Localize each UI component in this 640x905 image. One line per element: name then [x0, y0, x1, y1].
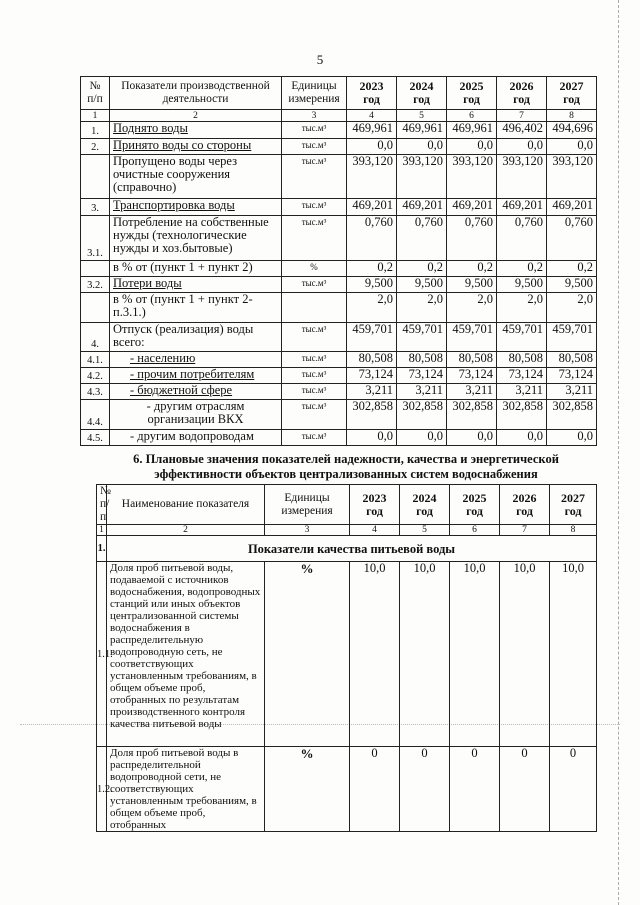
- row-value: 459,701: [447, 323, 497, 352]
- page-number: 5: [316, 52, 324, 67]
- row-unit: тыс.м³: [282, 368, 347, 384]
- table-row: [81, 261, 597, 277]
- row-value: 2,0: [497, 293, 547, 323]
- table-row: [81, 368, 597, 384]
- row-value: 3,211: [547, 384, 597, 400]
- col-header-year: 2024 год: [397, 77, 447, 110]
- row-number: 4.2.: [81, 368, 110, 384]
- row-value: 10,0: [350, 562, 400, 747]
- table-row: [81, 199, 597, 216]
- row-unit: тыс.м³: [282, 323, 347, 352]
- row-name: - прочим потребителям: [110, 368, 282, 384]
- row-value: 393,120: [397, 155, 447, 199]
- row-value: 0,0: [347, 139, 397, 155]
- row-value: 10,0: [550, 562, 597, 747]
- col-header-year: 2027 год: [547, 77, 597, 110]
- margin-line: [618, 0, 619, 905]
- row-name: Потери воды: [110, 277, 282, 293]
- row-value: 9,500: [497, 277, 547, 293]
- row-value: 0,0: [397, 430, 447, 446]
- row-value: 80,508: [397, 352, 447, 368]
- row-value: 0,0: [447, 430, 497, 446]
- col-number: 3: [265, 525, 350, 536]
- row-name: в % от (пункт 1 + пункт 2- п.3.1.): [110, 293, 282, 323]
- row-value: 393,120: [347, 155, 397, 199]
- row-value: 10,0: [500, 562, 550, 747]
- row-value: 459,701: [397, 323, 447, 352]
- column-number-row: [81, 110, 597, 122]
- row-unit: [282, 293, 347, 323]
- table-row: [81, 293, 597, 323]
- table-row: [97, 747, 597, 832]
- col-number: 1: [97, 525, 107, 536]
- table-row: [81, 384, 597, 400]
- row-value: 0,0: [547, 430, 597, 446]
- row-unit: тыс.м³: [282, 384, 347, 400]
- row-value: 2,0: [547, 293, 597, 323]
- table-row: [81, 122, 597, 139]
- row-value: 0,0: [397, 139, 447, 155]
- col-header-year: 2024 год: [400, 485, 450, 525]
- production-indicators-table: [80, 76, 597, 446]
- row-unit: тыс.м³: [282, 199, 347, 216]
- row-number: 3.1.: [81, 216, 110, 261]
- col-header-year: 2027 год: [550, 485, 597, 525]
- row-value: 2,0: [397, 293, 447, 323]
- row-value: 10,0: [450, 562, 500, 747]
- group-row: [97, 536, 597, 562]
- col-header-unit: Единицы измерения: [282, 77, 347, 110]
- col-number: 2: [110, 110, 282, 122]
- row-value: 469,961: [347, 122, 397, 139]
- col-number: 7: [500, 525, 550, 536]
- row-name: Доля проб питьевой воды в распределительной водопроводной сети, не соответствующих установленным требованиям, в общем объеме проб, отобранных: [107, 747, 265, 832]
- row-value: 469,201: [547, 199, 597, 216]
- row-number: 4.5.: [81, 430, 110, 446]
- group-number: 1.: [97, 536, 107, 562]
- row-value: 0: [500, 747, 550, 832]
- row-value: 459,701: [347, 323, 397, 352]
- row-value: 469,201: [347, 199, 397, 216]
- row-name: Доля проб питьевой воды, подаваемой с источников водоснабжения, водопроводных станций или иных объектов централизованной системы водоснабжения в распределительную водопроводную сеть, не соответствующих установленным требованиям, в общем объеме проб, отобранных по результатам производственного контроля качества питьевой воды: [107, 562, 265, 747]
- row-value: 0: [550, 747, 597, 832]
- row-value: 469,961: [397, 122, 447, 139]
- row-unit: тыс.м³: [282, 400, 347, 430]
- row-number: 2.: [81, 139, 110, 155]
- row-value: 0,0: [547, 139, 597, 155]
- row-value: 0: [450, 747, 500, 832]
- col-header-year: 2025 год: [450, 485, 500, 525]
- row-value: 469,201: [397, 199, 447, 216]
- row-value: 73,124: [397, 368, 447, 384]
- row-value: 459,701: [547, 323, 597, 352]
- row-value: 73,124: [547, 368, 597, 384]
- row-value: 302,858: [447, 400, 497, 430]
- row-value: 80,508: [447, 352, 497, 368]
- row-value: 302,858: [497, 400, 547, 430]
- row-value: 80,508: [497, 352, 547, 368]
- row-number: 4.3.: [81, 384, 110, 400]
- table-row: [81, 216, 597, 261]
- col-header-year: 2025 год: [447, 77, 497, 110]
- col-number: 2: [107, 525, 265, 536]
- row-value: 3,211: [347, 384, 397, 400]
- row-value: 0: [400, 747, 450, 832]
- col-number: 5: [397, 110, 447, 122]
- row-name: - другим отраслям организации ВКХ: [110, 400, 282, 430]
- row-value: 0,2: [547, 261, 597, 277]
- col-header-year: 2023 год: [350, 485, 400, 525]
- row-value: 494,696: [547, 122, 597, 139]
- row-name: Потребление на собственные нужды (технологические нужды и хоз.бытовые): [110, 216, 282, 261]
- row-value: 9,500: [447, 277, 497, 293]
- col-number: 5: [400, 525, 450, 536]
- row-unit: %: [265, 562, 350, 747]
- column-number-row: [97, 525, 597, 536]
- row-value: 80,508: [547, 352, 597, 368]
- col-header-year: 2026 год: [497, 77, 547, 110]
- table-row: [81, 430, 597, 446]
- row-number: [81, 293, 110, 323]
- row-value: 0,760: [447, 216, 497, 261]
- row-name: Пропущено воды через очистные сооружения (справочно): [110, 155, 282, 199]
- row-value: 3,211: [447, 384, 497, 400]
- col-number: 3: [282, 110, 347, 122]
- row-value: 0,760: [347, 216, 397, 261]
- col-header-year: 2023 год: [347, 77, 397, 110]
- col-number: 6: [447, 110, 497, 122]
- row-value: 0: [350, 747, 400, 832]
- section-6-title: 6. Плановые значения показателей надежности, качества и энергетической эффективности объектов централизованных систем водоснабжения: [133, 452, 559, 481]
- col-number: 7: [497, 110, 547, 122]
- row-number: 3.2.: [81, 277, 110, 293]
- row-value: 9,500: [397, 277, 447, 293]
- col-number: 8: [550, 525, 597, 536]
- row-unit: тыс.м³: [282, 277, 347, 293]
- row-unit: тыс.м³: [282, 216, 347, 261]
- row-value: 496,402: [497, 122, 547, 139]
- row-value: 302,858: [547, 400, 597, 430]
- col-header-name: Показатели производственной деятельности: [110, 77, 282, 110]
- row-value: 0,760: [547, 216, 597, 261]
- row-unit: тыс.м³: [282, 155, 347, 199]
- row-unit: %: [282, 261, 347, 277]
- row-number: 4.1.: [81, 352, 110, 368]
- row-value: 393,120: [547, 155, 597, 199]
- row-value: 73,124: [497, 368, 547, 384]
- row-value: 10,0: [400, 562, 450, 747]
- col-header-num: № п/п: [97, 485, 107, 525]
- row-value: 3,211: [397, 384, 447, 400]
- row-name: в % от (пункт 1 + пункт 2): [110, 261, 282, 277]
- table-row: [81, 139, 597, 155]
- row-name: - бюджетной сфере: [110, 384, 282, 400]
- row-value: 459,701: [497, 323, 547, 352]
- row-value: 0,0: [447, 139, 497, 155]
- col-number: 8: [547, 110, 597, 122]
- row-name: Поднято воды: [110, 122, 282, 139]
- row-number: 4.: [81, 323, 110, 352]
- row-number: 1.1.: [97, 562, 107, 747]
- row-value: 0,760: [397, 216, 447, 261]
- row-unit: тыс.м³: [282, 430, 347, 446]
- row-number: [81, 155, 110, 199]
- row-name: - другим водопроводам: [110, 430, 282, 446]
- row-number: 3.: [81, 199, 110, 216]
- row-value: 302,858: [347, 400, 397, 430]
- table-row: [81, 352, 597, 368]
- table-row: [81, 323, 597, 352]
- col-number: 1: [81, 110, 110, 122]
- table-row: [81, 277, 597, 293]
- row-value: 0,0: [497, 139, 547, 155]
- col-header-year: 2026 год: [500, 485, 550, 525]
- row-value: 469,201: [497, 199, 547, 216]
- row-name: Принято воды со стороны: [110, 139, 282, 155]
- row-name: - населению: [110, 352, 282, 368]
- row-value: 2,0: [447, 293, 497, 323]
- row-value: 469,961: [447, 122, 497, 139]
- col-header-name: Наименование показателя: [107, 485, 265, 525]
- row-value: 3,211: [497, 384, 547, 400]
- row-value: 302,858: [397, 400, 447, 430]
- row-value: 9,500: [547, 277, 597, 293]
- row-value: 469,201: [447, 199, 497, 216]
- row-number: 4.4.: [81, 400, 110, 430]
- row-value: 0,2: [497, 261, 547, 277]
- row-number: [81, 261, 110, 277]
- row-number: 1.2.: [97, 747, 107, 832]
- header-row: [97, 485, 597, 525]
- group-title: Показатели качества питьевой воды: [107, 536, 597, 562]
- col-number: 4: [347, 110, 397, 122]
- row-name: Отпуск (реализация) воды всего:: [110, 323, 282, 352]
- header-row: [81, 77, 597, 110]
- row-value: 73,124: [447, 368, 497, 384]
- row-unit: тыс.м³: [282, 122, 347, 139]
- col-header-num: № п/п: [81, 77, 110, 110]
- col-number: 6: [450, 525, 500, 536]
- row-value: 393,120: [497, 155, 547, 199]
- row-unit: %: [265, 747, 350, 832]
- row-value: 0,760: [497, 216, 547, 261]
- table-row: [81, 400, 597, 430]
- row-number: 1.: [81, 122, 110, 139]
- table-row: [97, 562, 597, 747]
- row-value: 2,0: [347, 293, 397, 323]
- row-value: 80,508: [347, 352, 397, 368]
- row-name: Транспортировка воды: [110, 199, 282, 216]
- row-value: 393,120: [447, 155, 497, 199]
- row-value: 9,500: [347, 277, 397, 293]
- row-value: 0,0: [347, 430, 397, 446]
- row-unit: тыс.м³: [282, 139, 347, 155]
- col-number: 4: [350, 525, 400, 536]
- row-unit: тыс.м³: [282, 352, 347, 368]
- table-row: [81, 155, 597, 199]
- quality-indicators-table: [96, 484, 597, 832]
- row-value: 0,2: [397, 261, 447, 277]
- row-value: 0,2: [347, 261, 397, 277]
- row-value: 0,2: [447, 261, 497, 277]
- row-value: 73,124: [347, 368, 397, 384]
- row-value: 0,0: [497, 430, 547, 446]
- col-header-unit: Единицы измерения: [265, 485, 350, 525]
